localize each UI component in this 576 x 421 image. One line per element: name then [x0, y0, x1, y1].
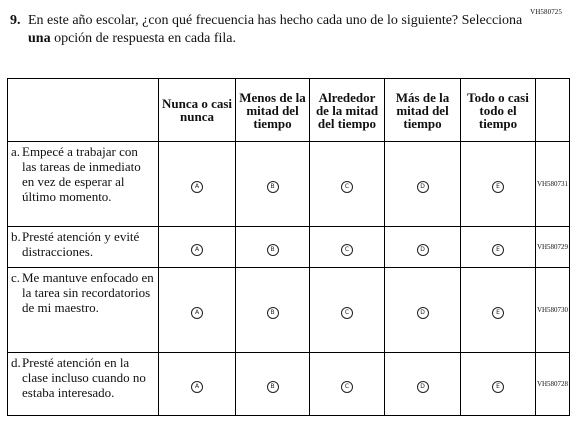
header-todo: Todo o casi todo el tiempo — [461, 79, 536, 142]
answer-bubble-c[interactable]: C — [341, 244, 353, 256]
answer-bubble-e[interactable]: E — [492, 244, 504, 256]
row-code: VH580729 — [536, 227, 570, 268]
question-line1: En este año escolar, ¿con qué frecuencia has hecho cada uno de lo siguiente? Selecciona — [28, 13, 523, 28]
answer-bubble-b[interactable]: B — [267, 244, 279, 256]
table-row — [8, 268, 570, 353]
answer-bubble-a[interactable]: A — [191, 307, 203, 319]
row-text: Presté atención y evité distracciones. — [22, 229, 140, 259]
header-nunca: Nunca o casi nunca — [159, 79, 236, 142]
header-code — [536, 79, 570, 142]
row-label — [8, 227, 159, 268]
row-label — [8, 268, 159, 353]
answer-bubble-a[interactable]: A — [191, 181, 203, 193]
answer-bubble-e[interactable]: E — [492, 181, 504, 193]
answer-bubble-c[interactable]: C — [341, 381, 353, 393]
answer-bubble-a[interactable]: A — [191, 244, 203, 256]
answer-bubble-e[interactable]: E — [492, 307, 504, 319]
row-letter: b. — [11, 229, 21, 244]
answer-bubble-d[interactable]: D — [417, 307, 429, 319]
answer-bubble-e[interactable]: E — [492, 381, 504, 393]
table-row — [8, 142, 570, 227]
header-mas: Más de la mitad del tiempo — [385, 79, 461, 142]
row-code: VH580728 — [536, 353, 570, 416]
answer-bubble-d[interactable]: D — [417, 381, 429, 393]
table-row — [8, 353, 570, 416]
table-row — [8, 227, 570, 268]
header-menos: Menos de la mitad del tiempo — [236, 79, 310, 142]
answer-bubble-d[interactable]: D — [417, 244, 429, 256]
question-emphasis: una — [28, 31, 51, 46]
question-prompt — [10, 12, 530, 48]
question-line2 — [10, 30, 530, 48]
question-line2-rest: opción de respuesta en cada fila. — [50, 31, 236, 46]
row-letter: d. — [11, 355, 21, 370]
header-blank — [8, 79, 159, 142]
answer-bubble-b[interactable]: B — [267, 307, 279, 319]
row-label — [8, 142, 159, 227]
row-label — [8, 353, 159, 416]
answer-bubble-a[interactable]: A — [191, 381, 203, 393]
answer-bubble-d[interactable]: D — [417, 181, 429, 193]
answer-bubble-c[interactable]: C — [341, 307, 353, 319]
answer-bubble-c[interactable]: C — [341, 181, 353, 193]
answer-bubble-b[interactable]: B — [267, 181, 279, 193]
row-letter: c. — [11, 270, 21, 285]
row-text: Empecé a trabajar con las tareas de inmediato en vez de esperar al último momento. — [22, 144, 141, 204]
row-code: VH580731 — [536, 142, 570, 227]
row-code: VH580730 — [536, 268, 570, 353]
row-text: Presté atención en la clase incluso cuando no estaba interesado. — [22, 355, 146, 400]
item-code: VH580725 — [530, 8, 562, 16]
header-alrededor: Alrededor de la mitad del tiempo — [310, 79, 385, 142]
answer-bubble-b[interactable]: B — [267, 381, 279, 393]
header-row — [8, 79, 570, 142]
row-text: Me mantuve enfocado en la tarea sin recordatorios de mi maestro. — [22, 270, 154, 315]
question-number: 9. — [10, 13, 21, 28]
row-letter: a. — [11, 144, 21, 159]
response-grid — [7, 78, 570, 416]
